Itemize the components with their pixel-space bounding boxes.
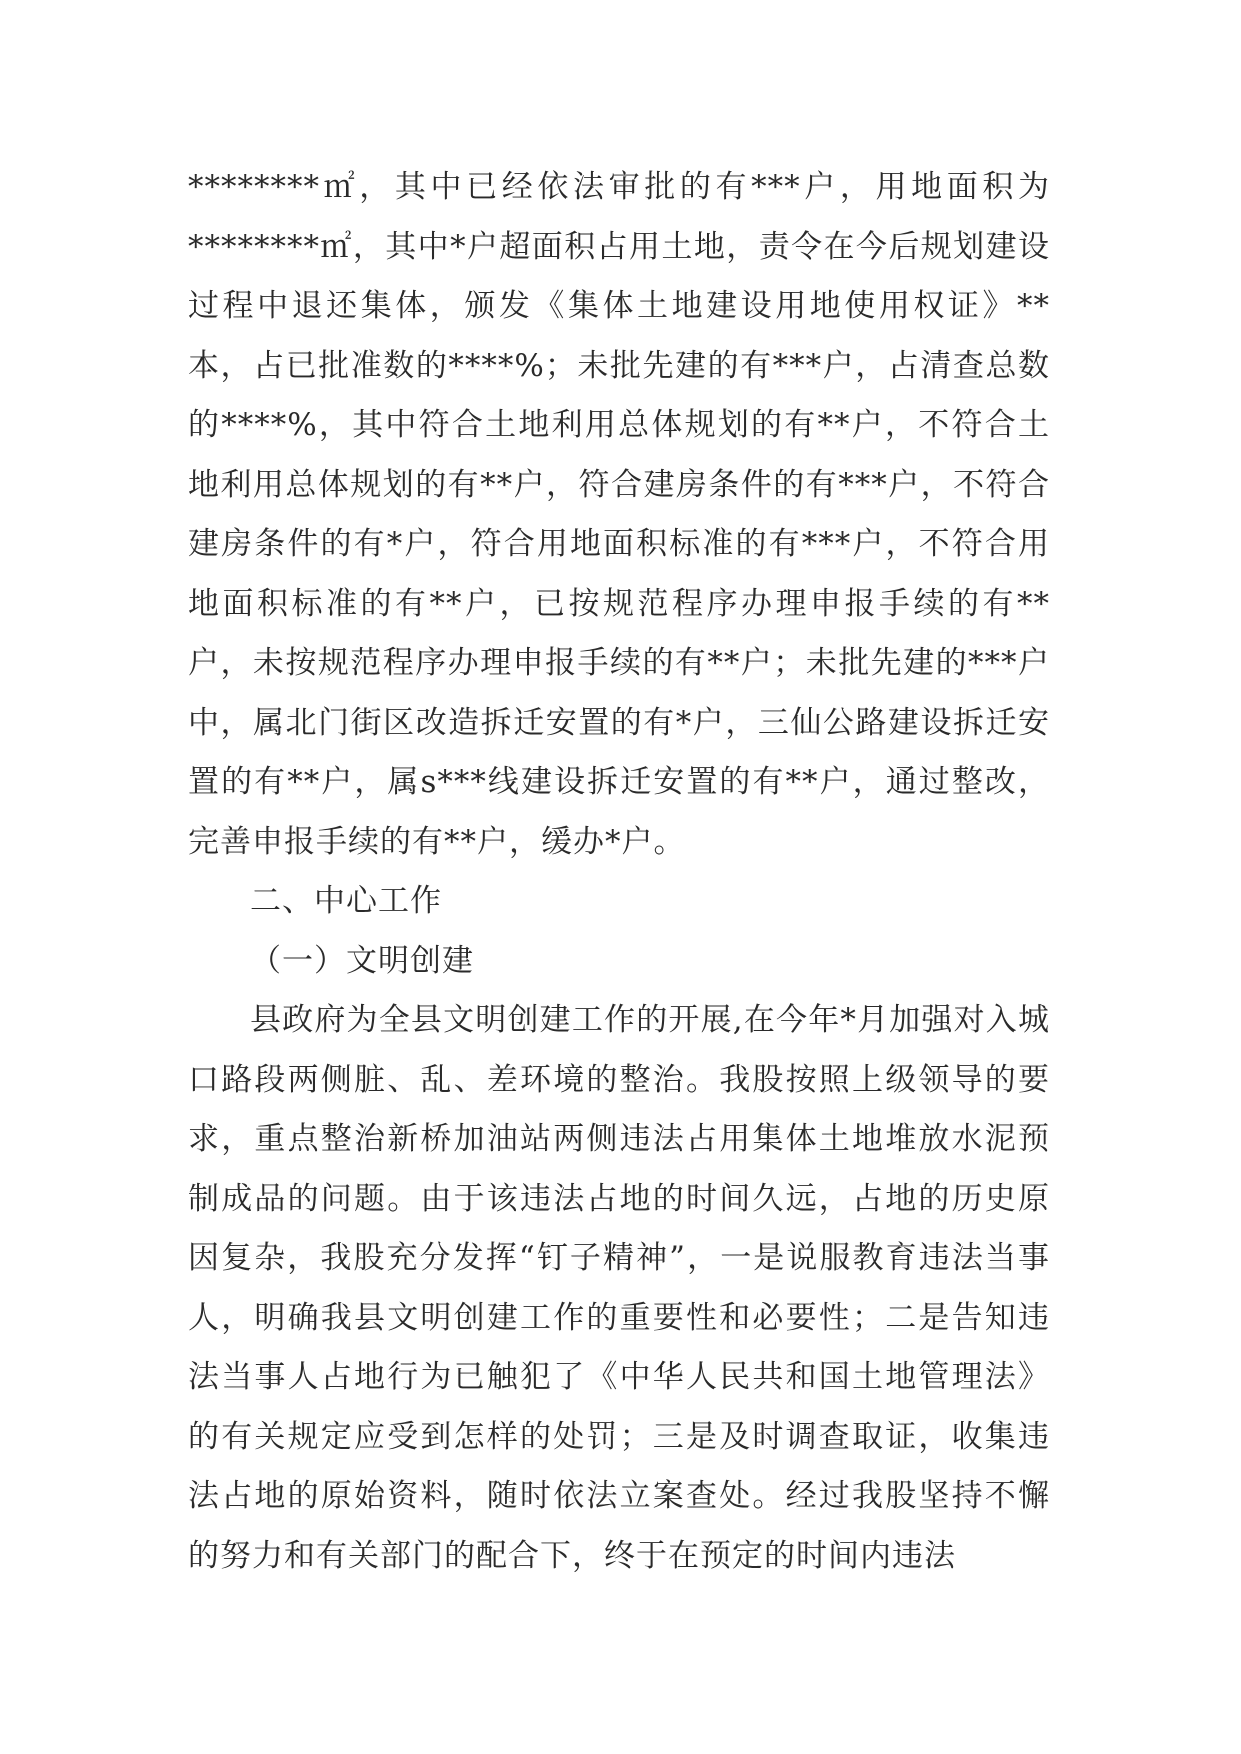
paragraph-civilization-building: 县政府为全县文明创建工作的开展,在今年*月加强对入城口路段两侧脏、乱、差环境的整治。我股按照上级领导的要求，重点整治新桥加油站两侧违法占用集体土地堆放水泥预制成品的问题。由于该违法占地的时间久远，占地的历史原因复杂，我股充分发挥“钉子精神”，一是说服教育违法当事人，明确我县文明创建工作的重要性和必要性；二是告知违法当事人占地行为已触犯了《中华人民共和国土地管理法》的有关规定应受到怎样的处罚；三是及时调查取证，收集违法占地的原始资料，随时依法立案查处。经过我股坚持不懈的努力和有关部门的配合下，终于在预定的时间内违法 [188,1002,1050,1574]
section-heading-central-work: 二、中心工作 [250,883,442,919]
subsection-heading-civilization-building: （一）文明创建 [250,942,474,979]
paragraph-land-statistics: ********㎡，其中已经依法审批的有***户，用地面积为********㎡，其中*户超面积占用土地，责令在今后规划建设过程中退还集体，颁发《集体土地建设用地使用权证》**本，占已批准数的****%；未批先建的有***户，占清查总数的****%，其中符合土地利用总体规划的有**户，不符合土地利用总体规划的有**户，符合建房条件的有***户，不符合建房条件的有*户，符合用地面积标准的有***户，不符合用地面积标准的有**户，已按规范程序办理申报手续的有**户，未按规范程序办理申报手续的有**户；未批先建的***户中，属北门街区改造拆迁安置的有*户，三仙公路建设拆迁安置的有**户，属s***线建设拆迁安置的有**户，通过整改，完善申报手续的有**户，缓办*户。 [188,169,1050,860]
document-body [188,158,1050,1586]
